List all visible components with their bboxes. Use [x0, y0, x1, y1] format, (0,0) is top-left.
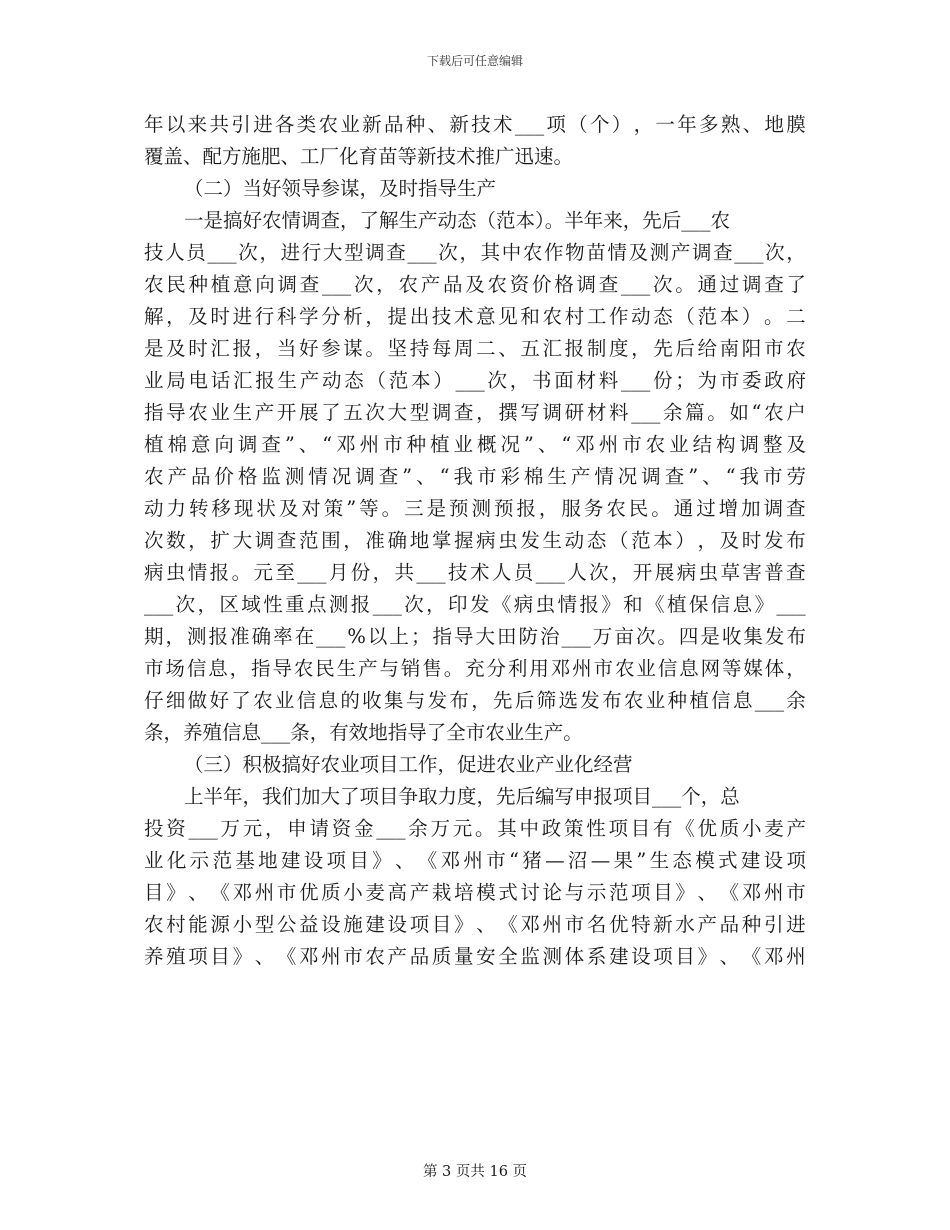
text-line: 目 》 、 《 邓 州 市 优 质 小 麦 高 产 栽 培 模 式 讨 论 与 示 范 项 目 》 、 《 邓 州 市 — [144, 881, 806, 904]
text-line: 技 人 员 ___ 次 ， 进 行 大 型 调 查 ___ 次 ， 其 中 农 作 物 苗 情 及 测 产 调 查 ___ 次 ， — [144, 241, 806, 264]
section-heading: （三）积极搞好农业项目工作，促进农业产业化经营 — [184, 753, 633, 776]
text-line: 植 棉 意 向 调 查 ” 、 “ 邓 州 市 种 植 业 概 况 ” 、 “ 邓 州 市 农 业 结 构 调 整 及 — [144, 433, 806, 456]
text-line: 上半年，我们加大了项目争取力度，先后编写申报项目___个，总 — [184, 785, 740, 808]
section-heading: （二）当好领导参谋，及时指导生产 — [184, 177, 497, 200]
page-footer: 第 3 页共 16 页 — [422, 1164, 528, 1180]
text-line: 年 以 来 共 引 进 各 类 农 业 新 品 种 、 新 技 术 ___ 项 （ 个 ） ， 一 年 多 熟 、 地 膜 — [144, 113, 806, 136]
text-line: 期 ， 测 报 准 确 率 在 ___ % 以 上 ； 指 导 大 田 防 治 ___ 万 亩 次 。 四 是 收 集 发 布 — [144, 625, 806, 648]
text-line: 业 局 电 话 汇 报 生 产 动 态 （ 范 本 ） ___ 次 ， 书 面 材 料 ___ 份 ； 为 市 委 政 府 — [144, 369, 806, 392]
text-line: 农 产 品 价 格 监 测 情 况 调 查 ” 、 “ 我 市 彩 棉 生 产 情 况 调 查 ” 、 “ 我 市 劳 — [144, 465, 806, 488]
text-line: 覆盖、配方施肥、工厂化育苗等新技术推广迅速。 — [144, 145, 574, 168]
text-line: 病 虫 情 报 。 元 至 ___ 月 份 ， 共 ___ 技 术 人 员 ___ 人 次 ， 开 展 病 虫 草 害 普 查 — [144, 561, 806, 584]
text-line: 市 场 信 息 ， 指 导 农 民 生 产 与 销 售 。 充 分 利 用 邓 州 市 农 业 信 息 网 等 媒 体 ， — [144, 657, 806, 680]
page-header: 下载后可任意编辑 — [426, 54, 523, 68]
text-line: 条，养殖信息___条，有效地指导了全市农业生产。 — [144, 721, 583, 744]
text-line: 投 资 ___ 万 元 ， 申 请 资 金 ___ 余 万 元 。 其 中 政 策 性 项 目 有 《 优 质 小 麦 产 — [144, 817, 806, 840]
text-line: 解 ， 及 时 进 行 科 学 分 析 ， 提 出 技 术 意 见 和 农 村 工 作 动 态 （ 范 本 ） 。 二 — [144, 305, 806, 328]
text-line: 动 力 转 移 现 状 及 对 策 ” 等 。 三 是 预 测 预 报 ， 服 务 农 民 。 通 过 增 加 调 查 — [144, 497, 806, 520]
text-line: 仔 细 做 好 了 农 业 信 息 的 收 集 与 发 布 ， 先 后 筛 选 发 布 农 业 种 植 信 息 ___ 余 — [144, 689, 806, 712]
text-line: 次 数 ， 扩 大 调 查 范 围 ， 准 确 地 掌 握 病 虫 发 生 动 态 （ 范 本 ） ， 及 时 发 布 — [144, 529, 806, 552]
text-line: 指 导 农 业 生 产 开 展 了 五 次 大 型 调 查 ， 撰 写 调 研 材 料 ___ 余 篇 。 如 “ 农 户 — [144, 401, 806, 424]
text-line: ___ 次 ， 区 域 性 重 点 测 报 ___ 次 ， 印 发 《 病 虫 情 报 》 和 《 植 保 信 息 》 ___ — [144, 593, 806, 616]
document-body — [144, 109, 806, 973]
text-line: 一是搞好农情调查，了解生产动态（范本）。半年来，先后___农 — [184, 209, 731, 232]
text-line: 业 化 示 范 基 地 建 设 项 目 》 、 《 邓 州 市 “ 猪 — 沼 — 果 ” 生 态 模 式 建 设 项 — [144, 849, 806, 872]
text-line: 养 殖 项 目 》 、 《 邓 州 市 农 产 品 质 量 安 全 监 测 体 系 建 设 项 目 》 、 《 邓 州 — [144, 945, 806, 968]
text-line: 农 民 种 植 意 向 调 查 ___ 次 ， 农 产 品 及 农 资 价 格 调 查 ___ 次 。 通 过 调 查 了 — [144, 273, 806, 296]
text-line: 农 村 能 源 小 型 公 益 设 施 建 设 项 目 》 、 《 邓 州 市 名 优 特 新 水 产 品 种 引 进 — [144, 913, 806, 936]
text-line: 是 及 时 汇 报 ， 当 好 参 谋 。 坚 持 每 周 二 、 五 汇 报 制 度 ， 先 后 给 南 阳 市 农 — [144, 337, 806, 360]
